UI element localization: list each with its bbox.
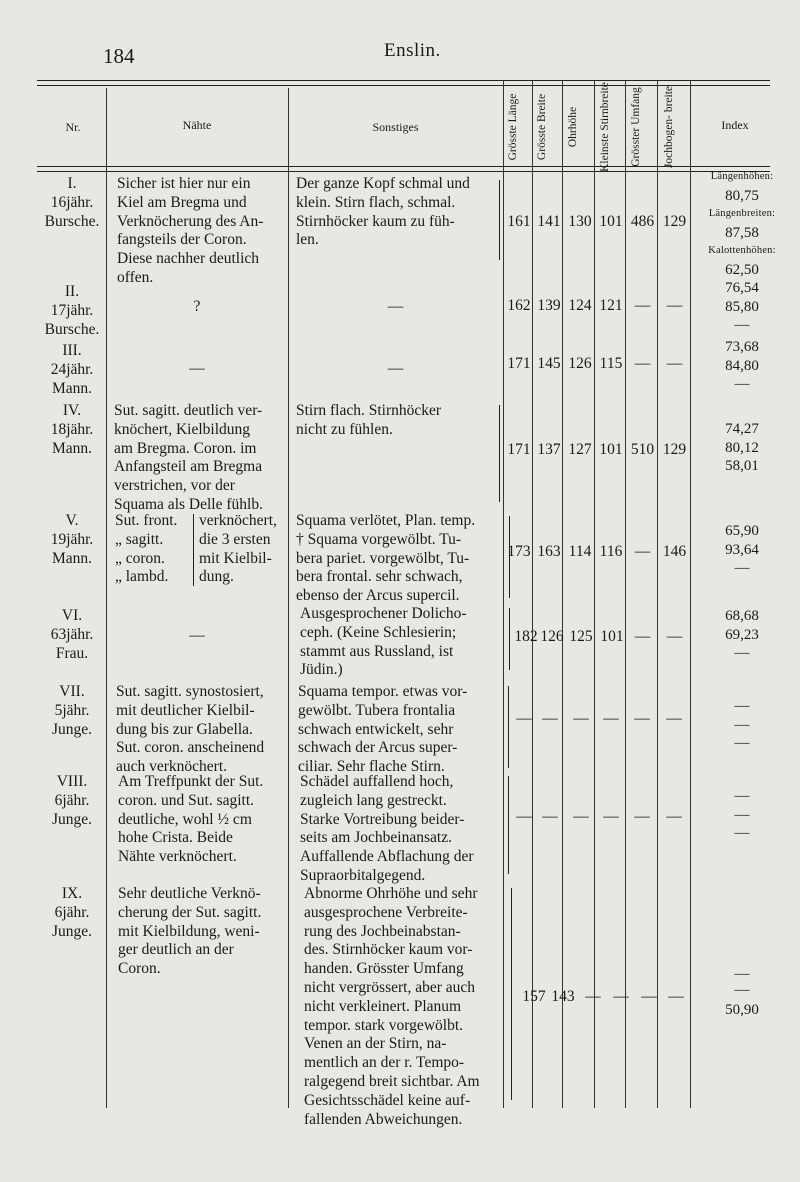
row-6-nr: VI. 63jähr. Frau. — [50, 607, 94, 662]
col-rule-4 — [625, 80, 626, 1108]
row-9-brace — [511, 888, 512, 1100]
header-groesste-breite: Grösste Breite — [536, 93, 548, 161]
row-4-index: 74,27 80,12 58,01 — [725, 421, 759, 474]
col-rule-2 — [562, 80, 563, 1108]
header-groesste-laenge: Grösste Länge — [507, 93, 519, 161]
row-1-index: Längenhöhen: 80,75 Längenbreiten: 87,58 Kalottenhöhen: 62,50 — [708, 171, 776, 278]
row-8-index: — — — — [734, 788, 750, 841]
row-6-sonstiges: Ausgesprochener Dolicho- ceph. (Keine Schlesierin; stammt aus Russland, ist Jüdin.) — [300, 605, 467, 679]
row-4-sonstiges: Stirn flach. Stirnhöcker nicht zu fühlen. — [296, 402, 442, 438]
col-rule-6 — [690, 80, 691, 1108]
row-8-sonstiges: Schädel auffallend hoch, zugleich lang gestreckt. Starke Vortreibung beider- seits am Jochbeinansatz. Auffallende Abflachung der Supraorbitalgegend. — [300, 773, 474, 884]
row-2-index: 76,54 85,80 — — [725, 280, 759, 333]
row-9-nr: IX. 6jähr. Junge. — [51, 885, 93, 940]
row-5-naehte-right: verknöchert, die 3 ersten mit Kielbil- dung. — [199, 512, 277, 586]
table-top-rule-2 — [37, 85, 770, 86]
row-6-index: 68,68 69,23 — — [725, 608, 759, 661]
header-index: Index — [721, 118, 749, 132]
row-2-nr: II. 17jähr. Bursche. — [44, 283, 100, 338]
row-7-index: — — — — [734, 698, 750, 751]
header-jochbogenbreite: Jochbogen- breite — [663, 85, 675, 169]
row-5-index: 65,90 93,64 — — [725, 523, 759, 576]
header-bottom-rule-2 — [37, 171, 770, 172]
col-rule-5 — [657, 80, 658, 1108]
header-naehte: Nähte — [182, 118, 212, 132]
row-8-brace — [508, 776, 509, 874]
document-page: 184 Enslin. Nr. Nähte Sonstiges Grösste Länge Grösste Breite Ohrhöhe Kleinste Stirnbreite Grösster Umfang Jochbogen- breite Index I. 16jähr. Bursche. Sicher ist hier nur ein Kiel am Bregma und Verknöcherung des An- fangsteils der Coron. Diese nachher deutlich offen. Der ganze Kopf schmal und klein. Stirn flach, schmal. Stirnhöcker kaum zu füh- len. 161 141 130 101 486 129 Längenhöhen: 80,75 Längenbreiten: 87,58 Kalottenhöhen: 62,50 II. 17jähr. Bursche. ? — 162 139 124 121 — — 76,54 85,80 — III. 24jähr. Mann. — — 171 145 126 115 — — 73,68 84,80 — IV. 18jähr. Mann. Sut. sagitt. deutlich ver- knöchert, Kielbildung am Bregma. Coron. im Anfangsteil am Bregma verstrichen, vor der Squama als Delle fühlb. Stirn flach. Stirnhöcker nicht zu fühlen. 171 137 127 101 510 129 74,27 80,12 58,01 V. 19jähr. Mann. Sut. front. „ sagitt. „ coron. „ lambd. verknöchert, die 3 ersten mit Kielbil- dung. Squama verlötet, Plan. temp. † Squama vorgewölbt. Tu- bera pariet. vorgewölbt, Tu- bera frontal. sehr schwach, ebenso der Arcus supercil. 173 163 114 116 — 146 65,90 93,64 — VI. 63jähr. Frau. — Ausgesprochener Dolicho- ceph. (Keine Schlesierin; stammt aus Russland, ist Jüdin.) 182 126 125 101 — — 68,68 69,23 — VII. 5jähr. Junge. Sut. sagitt. synostosiert, mit deutlicher Kielbil- dung bis zur Glabella. Sut. coron. anscheinend auch verknöchert. Squama tempor. etwas vor- gewölbt. Tubera frontalia schwach entwickelt, sehr schwach der Arcus super- ciliar. Sehr flache Stirn. — — — — — — — — — VIII. 6jähr. Junge. Am Treffpunkt der Sut. coron. und Sut. sagitt. deutliche, wohl ½ cm hohe Crista. Beide Nähte verknöchert. Schädel auffallend hoch, zugleich lang gestreckt. Starke Vortreibung beider- seits am Jochbeinansatz. Auffallende Abflachung der Supraorbitalgegend. — — — — — — — — — IX. 6jähr. Junge. Sehr deutliche Verknö- cherung der Sut. sagitt. mit Kielbildung, weni- ger deutlich an der Coron. Abnorme Ohrhöhe und sehr ausgesprochene Verbreite- rung des Jochbeinabstan- des. Stirnhöcker kaum vor- handen. Grösster Umfang nicht vergrössert, aber auch nicht verkleinert. Planum tempor. stark vorgewölbt. Venen an der Stirn, na- mentlich an der r. Tempo- ralgegend breit sichtbar. Am Gesichtsschädel keine auf- fallenden Abweichungen. 157 143 — — — — — — 50,90 — [0, 0, 800, 1182]
row-5-nr: V. 19jähr. Mann. — [50, 512, 94, 567]
row-8-nr: VIII. 6jähr. Junge. — [51, 773, 93, 828]
header-ohrhoehe: Ohrhöhe — [567, 106, 579, 148]
row-6-brace — [509, 608, 510, 670]
row-3-index: 73,68 84,80 — — [725, 339, 759, 392]
header-sonstiges: Sonstiges — [372, 120, 419, 134]
row-7-nr: VII. 5jähr. Junge. — [51, 683, 93, 738]
row-4-naehte: Sut. sagitt. deutlich ver- knöchert, Kielbildung am Bregma. Coron. im Anfangsteil am Bregma verstrichen, vor der Squama als Delle fühlb. — [114, 402, 263, 513]
col-rule-1 — [532, 80, 533, 1108]
row-1-nr: I. 16jähr. Bursche. — [44, 175, 100, 230]
row-3-sonstiges: — — [387, 360, 404, 377]
row-9-naehte: Sehr deutliche Verknö- cherung der Sut. sagitt. mit Kielbildung, weni- ger deutlich an der Coron. — [118, 885, 262, 978]
row-7-brace — [508, 686, 509, 768]
row-2-sonstiges: — — [387, 298, 404, 315]
row-4-brace — [499, 405, 500, 502]
row-6-naehte: — — [189, 627, 205, 644]
row-7-sonstiges: Squama tempor. etwas vor- gewölbt. Tubera frontalia schwach entwickelt, sehr schwach der Arcus super- ciliar. Sehr flache Stirn. — [298, 683, 468, 776]
running-head: Enslin. — [384, 40, 441, 61]
row-3-naehte: — — [189, 360, 205, 377]
row-4-nr: IV. 18jähr. Mann. — [50, 402, 94, 457]
row-7-naehte: Sut. sagitt. synostosiert, mit deutlicher Kielbil- dung bis zur Glabella. Sut. coron. anscheinend auch verknöchert. — [116, 683, 265, 776]
row-1-brace — [499, 180, 500, 260]
row-3-nr: III. 24jähr. Mann. — [50, 342, 94, 397]
row-1-sonstiges: Der ganze Kopf schmal und klein. Stirn flach, schmal. Stirnhöcker kaum zu füh- len. — [296, 175, 470, 249]
row-8-naehte: Am Treffpunkt der Sut. coron. und Sut. sagitt. deutliche, wohl ½ cm hohe Crista. Beide Nähte verknöchert. — [118, 773, 264, 866]
row-1-naehte: Sicher ist hier nur ein Kiel am Bregma und Verknöcherung des An- fangsteils der Coron. Diese nachher deutlich offen. — [117, 175, 264, 286]
row-5-sonstiges: Squama verlötet, Plan. temp. † Squama vorgewölbt. Tu- bera pariet. vorgewölbt, Tu- bera frontal. sehr schwach, ebenso der Arcus supercil. — [296, 512, 476, 605]
header-nr: Nr. — [65, 120, 81, 134]
row-9-index: — — 50,90 — [725, 966, 759, 1018]
row-5-naehte-brace — [193, 514, 194, 586]
col-rule-3 — [594, 80, 595, 1108]
row-9-sonstiges: Abnorme Ohrhöhe und sehr ausgesprochene Verbreite- rung des Jochbeinabstan- des. Stirnhöcker kaum vor- handen. Grösster Umfang nicht vergrössert, aber auch nicht verkleinert. Planum tempor. stark vorgewölbt. Venen an der Stirn, na- mentlich an der r. Tempo- ralgegend breit sichtbar. Am Gesichtsschädel keine auf- fallenden Abweichungen. — [304, 885, 480, 1128]
header-groesster-umfang: Grösster Umfang — [630, 87, 642, 167]
header-bottom-rule — [37, 166, 770, 167]
col-rule-nr — [106, 88, 107, 1108]
page-number: 184 — [103, 44, 135, 68]
row-5-naehte-left: Sut. front. „ sagitt. „ coron. „ lambd. — [115, 512, 178, 586]
header-kleinste-stirnbreite: Kleinste Stirnbreite — [599, 82, 611, 172]
row-2-naehte: ? — [193, 298, 201, 315]
table-top-rule — [37, 80, 770, 81]
